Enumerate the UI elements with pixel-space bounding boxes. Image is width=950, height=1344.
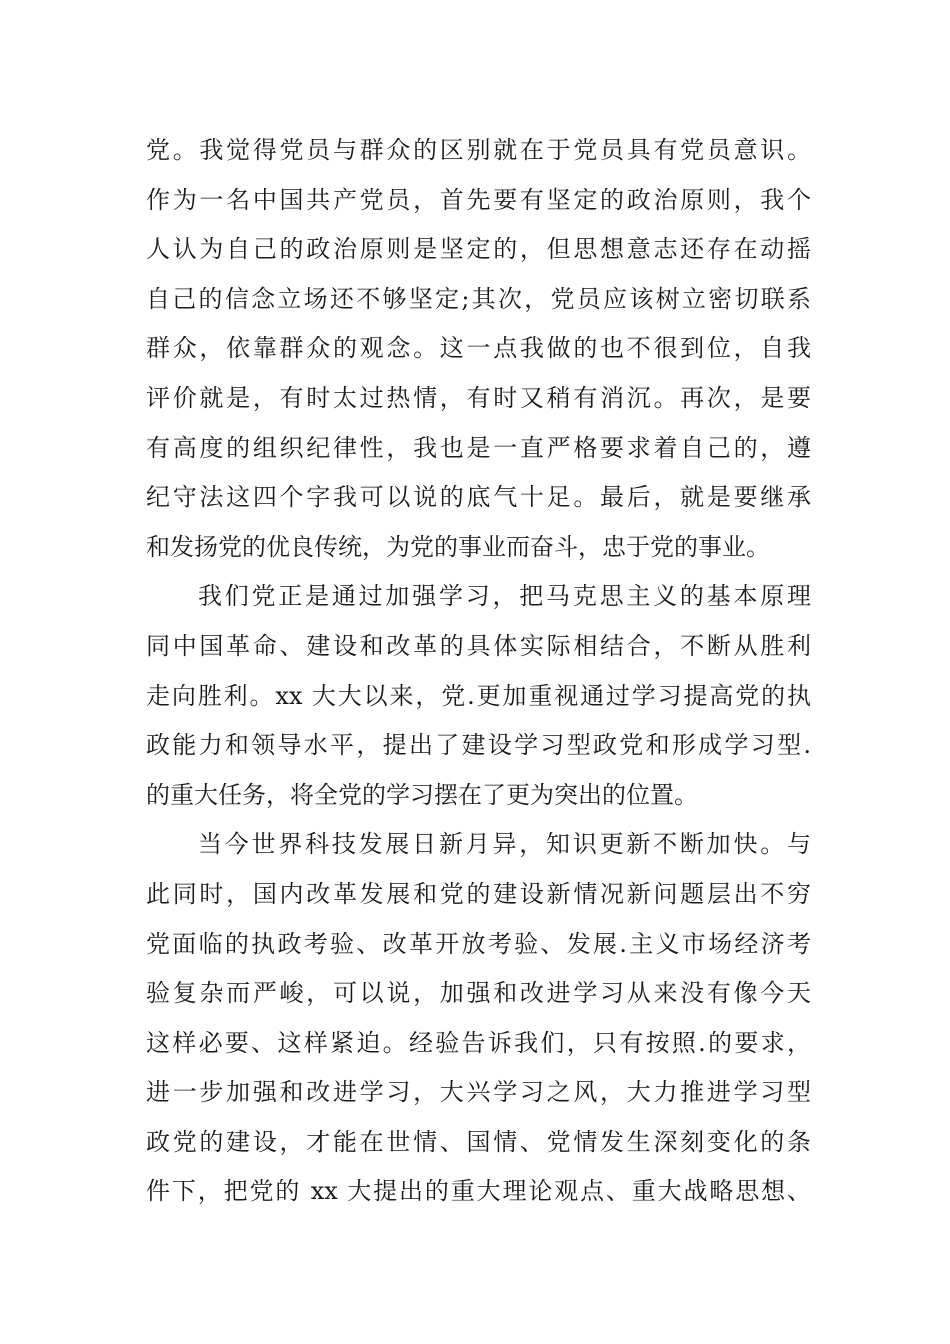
paragraph-first-line: 当今世界科技发展日新月异，知识更新不断加快。与 <box>198 830 811 859</box>
text-line: 人认为自己的政治原则是坚定的，但思想意志还存在动摇 <box>146 235 811 264</box>
text-line: 政能力和领导水平，提出了建设学习型政党和形成学习型. <box>146 731 811 760</box>
text-line: 评价就是，有时太过热情，有时又稍有消沉。再次，是要 <box>146 383 811 412</box>
text-line: 验复杂而严峻，可以说，加强和改进学习从来没有像今天 <box>146 979 811 1008</box>
text-line: 作为一名中国共产党员，首先要有坚定的政治原则，我个 <box>146 185 811 214</box>
text-line: 这样必要、这样紧迫。经验告诉我们，只有按照.的要求， <box>146 1028 811 1057</box>
text-line: 政党的建设，才能在世情、国情、党情发生深刻变化的条 <box>146 1127 811 1156</box>
text-line: 件下，把党的 xx 大提出的重大理论观点、重大战略思想、 <box>146 1177 811 1206</box>
text-line: 自己的信念立场还不够坚定;其次，党员应该树立密切联系 <box>146 284 811 313</box>
text-line: 纪守法这四个字我可以说的底气十足。最后，就是要继承 <box>146 483 811 512</box>
text-line: 党。我觉得党员与群众的区别就在于党员具有党员意识。 <box>146 136 811 164</box>
text-line: 的重大任务，将全党的学习摆在了更为突出的位置。 <box>146 780 698 809</box>
text-line: 同中国革命、建设和改革的具体实际相结合，不断从胜利 <box>146 631 811 660</box>
text-line: 和发扬党的优良传统，为党的事业而奋斗，忠于党的事业。 <box>146 532 770 561</box>
paragraph-first-line: 我们党正是通过加强学习，把马克思主义的基本原理 <box>198 582 811 611</box>
text-line: 群众，依靠群众的观念。这一点我做的也不很到位，自我 <box>146 334 811 363</box>
document-body <box>146 126 811 1217</box>
text-line: 此同时，国内改革发展和党的建设新情况新问题层出不穷 <box>146 879 811 908</box>
text-line: 进一步加强和改进学习，大兴学习之风，大力推进学习型 <box>146 1078 811 1107</box>
text-line: 有高度的组织纪律性，我也是一直严格要求着自己的，遵 <box>146 433 811 462</box>
text-line: 走向胜利。xx 大大以来，党.更加重视通过学习提高党的执 <box>146 681 811 710</box>
text-line: 党面临的执政考验、改革开放考验、发展.主义市场经济考 <box>146 929 811 958</box>
